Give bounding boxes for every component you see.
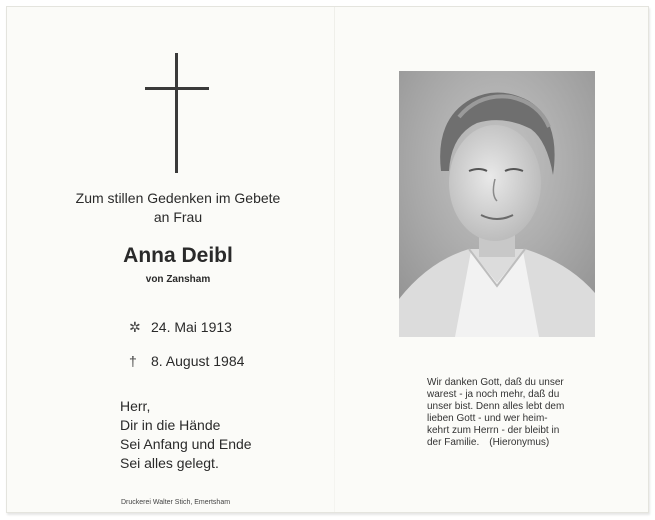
verse-line: Sei Anfang und Ende — [120, 436, 252, 452]
deceased-name: Anna Deibl — [123, 244, 233, 267]
memorial-card — [6, 6, 649, 513]
death-date: 8. August 1984 — [151, 353, 245, 369]
quote-line: Wir danken Gott, daß du unser — [427, 377, 564, 388]
verse-line: Dir in die Hände — [120, 417, 221, 433]
card-fold — [334, 7, 335, 512]
prayer-verse — [120, 397, 252, 473]
intro-line-2: an Frau — [153, 209, 203, 225]
quote-line: der Familie. — [427, 437, 480, 448]
verse-line: Sei alles gelegt. — [120, 455, 219, 471]
quote-line: lieben Gott - und wer heim- — [427, 413, 548, 424]
intro-line-1: Zum stillen Gedenken im Gebete — [75, 190, 281, 206]
deceased-origin: von Zansham — [145, 274, 211, 285]
printer-credit: Druckerei Walter Stich, Emertsham — [121, 499, 231, 506]
death-cross-icon: † — [129, 353, 137, 369]
birth-date-row — [129, 319, 232, 336]
portrait-photo — [399, 71, 595, 337]
quote-last-line — [427, 437, 627, 449]
quote-author: (Hieronymus) — [489, 437, 550, 448]
quote-line: unser bist. Denn alles lebt dem — [427, 401, 565, 412]
memorial-quote — [427, 377, 627, 449]
verse-line: Herr, — [120, 398, 151, 414]
birth-star-icon: ✲ — [129, 319, 141, 335]
quote-line: warest - ja noch mehr, daß du — [427, 389, 560, 400]
death-date-row — [129, 353, 244, 369]
cross-icon — [145, 53, 209, 173]
birth-date: 24. Mai 1913 — [151, 319, 232, 335]
quote-line: kehrt zum Herrn - der bleibt in — [427, 425, 560, 436]
